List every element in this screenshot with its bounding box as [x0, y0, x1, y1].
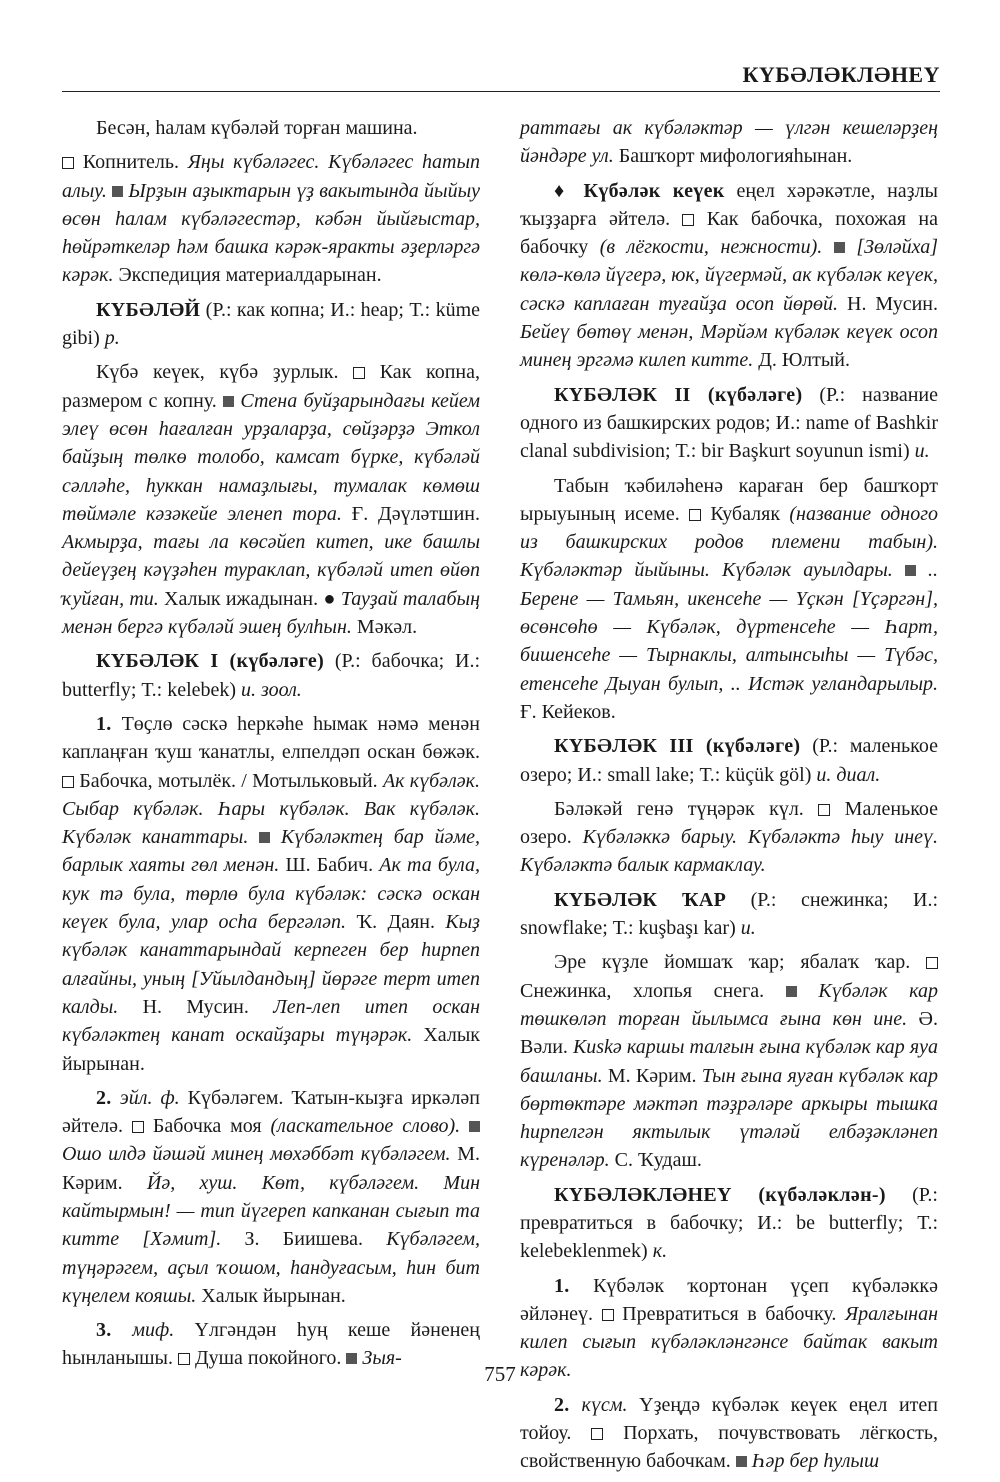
definition-text: Үҙеңдә күбәләк кеүек еңел итеп тойоу.	[520, 1393, 939, 1445]
example-text: и.	[914, 440, 930, 463]
headword: 2.	[96, 1086, 120, 1109]
example-text: раттағы ак күбәләктәр — үлгән кешеләрҙең йәндәре ул.	[520, 117, 938, 168]
headword: 1.	[554, 1274, 594, 1297]
example-marker-icon	[905, 565, 916, 576]
dictionary-paragraph	[520, 472, 938, 727]
example-text: Акмырҙа, тағы ла көсәйеп китеп, ике башлы дейеүҙең кәүҙәһен тураклап, күбәләй итеп өйөп ҡуйған, ти.	[62, 531, 480, 610]
definition-text: (Р.: название одного из башкирских родов; И.: name of Bashkir clanal subdivision; Т.: bir Başkurt soyunun ismi)	[520, 383, 938, 463]
example-text: Зыя-	[362, 1347, 402, 1370]
example-marker-icon	[112, 186, 123, 197]
dictionary-paragraph	[520, 381, 938, 466]
example-marker-icon	[223, 396, 234, 407]
dictionary-paragraph	[62, 296, 480, 353]
example-marker-icon	[834, 242, 845, 253]
definition-text: Ҡ. Даян.	[356, 911, 446, 934]
example-text: и. зоол.	[241, 678, 302, 701]
translation-marker-icon	[818, 804, 830, 816]
dictionary-paragraph	[62, 710, 480, 1078]
definition-text: Ә. Вәли.	[520, 1007, 938, 1059]
example-text: р.	[104, 327, 120, 350]
example-text: эйл. ф.	[119, 1086, 188, 1109]
example-text: и.	[740, 917, 756, 940]
definition-text: еңел хәрәкәтле, наҙлы ҡыҙҙарға әйтелә.	[520, 179, 938, 230]
definition-text: Ғ. Кейеков.	[520, 700, 616, 723]
definition-text: Копнитель.	[82, 151, 188, 174]
headword: КҮБӘЛӘК III (күбәләге)	[554, 735, 801, 758]
headword: 1.	[96, 712, 122, 735]
translation-marker-icon	[602, 1309, 614, 1321]
translation-marker-icon	[926, 957, 938, 969]
definition-text: Күбә кеүек, күбә ҙурлык.	[96, 361, 354, 384]
translation-marker-icon	[62, 776, 74, 788]
example-text: Күбәләк кар төшкөләп торған йылымса ғына көн ине.	[520, 979, 939, 1030]
definition-text: (Р.: превратиться в бабочку; И.: be butterfly; Т.: kelebeklenmek)	[520, 1183, 938, 1263]
example-text: (в лёгкости, нежности).	[599, 236, 834, 259]
definition-text: Душа покойного.	[194, 1347, 347, 1370]
example-text: Тын ғына яуған күбәләк кар бөртөктәре мәктәп тәҙрәләре аркыры тышка һирпелгән яктылык үтәләй елбәҙәкләнеп күренәләр.	[520, 1064, 939, 1172]
example-text: Ырҙын аҙыктарын үҙ вакытында йыйыу өсөн һалам күбәләгестәр, кәбән йыйғыстар, һөйрәткеләр һәм башка кәрәк-яракты әҙерләргә кәрәк.	[62, 179, 481, 287]
translation-marker-icon	[132, 1121, 144, 1133]
example-text: Яңы күбәләгес. Күбәләгес һатып алыу.	[62, 151, 481, 202]
dictionary-paragraph	[520, 1181, 938, 1266]
example-text: Ошо илдә йәшәй минең мөхәббәт күбәләгем.	[62, 1143, 458, 1166]
running-head: КҮБӘЛӘКЛӘНЕҮ	[742, 62, 940, 87]
example-text: миф.	[132, 1319, 195, 1342]
example-text: (ласкательное слово).	[270, 1115, 470, 1138]
definition-text: Күбәләк ҡортонан үҫеп күбәләккә әйләнеү.	[520, 1274, 938, 1325]
definition-text: Н. Мусин.	[142, 995, 274, 1018]
example-text: и. диал.	[816, 763, 881, 786]
left-column	[62, 114, 480, 1379]
example-marker-icon	[786, 986, 797, 997]
dictionary-paragraph	[520, 114, 938, 171]
definition-text: Экспедиция материалдарынан.	[118, 264, 382, 287]
translation-marker-icon	[353, 367, 365, 379]
definition-text: Бабочка, мотылёк. / Мотыльковый.	[79, 769, 383, 792]
translation-marker-icon	[62, 157, 74, 169]
right-column	[520, 114, 938, 1482]
example-marker-icon	[469, 1121, 480, 1132]
dictionary-paragraph	[520, 732, 938, 789]
definition-text: Как бабочка, похожая на бабочку	[520, 207, 939, 259]
headword: КҮБӘЛӘК I (күбәләге)	[96, 650, 325, 673]
headword: КҮБӘЛӘК II (күбәләге)	[554, 383, 803, 406]
translation-marker-icon	[682, 214, 694, 226]
definition-text: Бабочка моя	[152, 1115, 271, 1138]
translation-marker-icon	[591, 1428, 603, 1440]
definition-text: Халык йырынан.	[62, 1024, 480, 1075]
definition-text: З. Биишева.	[244, 1228, 387, 1251]
example-text: күсм.	[581, 1393, 640, 1416]
definition-text: Снежинка, хлопья снега.	[520, 979, 786, 1002]
definition-text: Бесән, һалам күбәләй торған машина.	[96, 117, 418, 139]
example-text: (название одного из башкирских родов племени табын). Күбәләктәр йыйыны. Күбәләк ауылдары.	[520, 502, 939, 582]
definition-text: Превратиться в бабочку.	[622, 1302, 845, 1325]
definition-text: Халык йырынан.	[201, 1284, 346, 1307]
definition-text: (Р.: маленькое озеро; И.: small lake; Т.: küçük göl)	[520, 735, 939, 786]
definition-text: Бәләкәй генә түңәрәк күл.	[554, 797, 819, 820]
example-text: Кыҙ күбәләк канаттарындай керпеген бер һирпеп алғайны, уның [Уйылдандың] йөрәге терт итеп калды.	[62, 911, 480, 1018]
dictionary-paragraph	[62, 1084, 480, 1310]
example-text: [Зөләйха] көлә-көлә йүгерә, юк, йүгермәй, ак күбәләк кеүек, сәскә каплаған туғайҙа осоп йөрөй.	[520, 236, 939, 315]
header-rule	[62, 91, 940, 92]
definition-text: Н. Мусин.	[847, 292, 939, 315]
example-text: Күбәләктең бар йәме, барлык хаяты гөл менән.	[62, 826, 481, 877]
example-text: Күбәләккә барыу. Күбәләктә һыу инеү. Күбәләктә балык кармаклау.	[520, 826, 938, 877]
definition-text: ●	[323, 587, 341, 610]
headword: 3.	[96, 1319, 133, 1342]
definition-text: Ш. Бабич.	[285, 854, 380, 877]
dictionary-paragraph	[62, 114, 480, 142]
example-text: Һәр бер һулыш	[751, 1450, 880, 1473]
example-text: .. Берене — Тамьян, икенсеһе — Үҫкән [Үҫәргән], өсөнсөһө — Күбәләк, дүртенсеһе — Һарт, бишенсеһе — Тырнаклы, алтынсыһы — Түбәс, етенсеһе Дыуан булып, .. Истәк уғландарылыр.	[520, 559, 939, 695]
definition-text: Табын ҡәбиләһенә караған бер башҡорт ырыуының исеме.	[520, 474, 938, 525]
translation-marker-icon	[689, 509, 701, 521]
definition-text: Халык ижадынан.	[164, 587, 324, 610]
example-text: Ак та була, кук тә була, төрлө була күбәләк: сәскә оскан кеүек була, улар осһа бергәләп.	[62, 854, 481, 934]
dictionary-paragraph	[62, 148, 480, 289]
headword: КҮБӘЛӘКЛӘНЕҮ (күбәләклән-)	[554, 1183, 886, 1206]
definition-text: (Р.: как копна; И.: heap; Т.: küme gibi)	[62, 298, 480, 350]
dictionary-paragraph	[62, 358, 480, 641]
headword: ♦ Күбәләк кеүек	[554, 179, 725, 202]
dictionary-paragraph	[520, 1391, 938, 1476]
page-number: 757	[484, 1362, 516, 1386]
example-text: Бейеү бөтөү менән, Мәрйәм күбәләк кеүек осоп минең эргәмә килеп китте.	[520, 321, 938, 372]
definition-text: Как копна, размером с копну.	[62, 361, 481, 412]
definition-text: М. Кәрим.	[607, 1064, 702, 1087]
definition-text: Мәкәл.	[356, 616, 418, 639]
example-text: Стена буйҙарындағы кейем элеү өсөн һағалған урҙаларҙа, сөйҙәрҙә Эткол байҙың төлкө толобо, камсат бүрке, күбәләй сәлләһе, һуккан намаҙлығы, тумалак көмөш төймәле кәзәкейе эленеп тора.	[62, 389, 480, 525]
example-marker-icon	[259, 832, 270, 843]
definition-text: Кубаляк	[710, 502, 790, 525]
headword: КҮБӘЛӘК ҠАР	[554, 888, 727, 911]
example-marker-icon	[736, 1456, 747, 1467]
example-text: Киskә каршы талғын ғына күбәләк кар яуа башланы.	[520, 1036, 938, 1087]
dictionary-paragraph	[520, 886, 938, 943]
example-text: Яралғынан килеп сығып күбәләкләнгәнсе байтак вакыт кәрәк.	[520, 1302, 939, 1382]
definition-text: М. Кәрим.	[62, 1143, 480, 1194]
definition-text: С. Ҡудаш.	[614, 1149, 702, 1172]
definition-text: Ғ. Дәүләтшин.	[351, 502, 480, 525]
definition-text: Маленькое озеро.	[520, 797, 939, 849]
example-text: Тауҙай талабың менән бергә күбәләй эшең булһын.	[62, 587, 481, 639]
definition-text: Үлгәндән һуң кеше йәненең һынланышы.	[62, 1319, 480, 1370]
example-text: Йә, хуш. Көт, күбәләгем. Мин кайтырмын! — тип йүгереп капканан сығып та китте [Хәмит].	[62, 1171, 481, 1251]
definition-text: Күбәләгем. Ҡатын-кыҙға иркәләп әйтелә.	[62, 1086, 480, 1138]
dictionary-paragraph	[520, 177, 938, 375]
dictionary-paragraph	[520, 948, 938, 1174]
example-text: Күбәләгем, түңәрәгем, аҫыл ҡошом, һандуғасым, һин бит күңелем кояшы.	[62, 1228, 480, 1307]
definition-text: Төҫлө сәскә һеркәһе һымак нәмә менән каплаңған ҡуш ҡанатлы, елпелдәп оскан бөжәк.	[62, 712, 480, 764]
dictionary-paragraph	[62, 647, 480, 704]
headword: 2.	[554, 1393, 582, 1416]
dictionary-paragraph	[520, 795, 938, 880]
definition-text: Порхать, почувствовать лёгкость, свойственную бабочкам.	[520, 1422, 939, 1473]
definition-text: (Р.: снежинка; И.: snowflake; Т.: kuşbaşı kar)	[520, 888, 939, 940]
definition-text: Эре күҙле йомшаҡ ҡар; ябалаҡ ҡар.	[554, 951, 926, 974]
example-text: к.	[652, 1240, 668, 1263]
definition-text: Д. Юлтый.	[758, 349, 850, 372]
example-text: Ак күбәләк. Сыбар күбәләк. Һары күбәләк. Вак күбәләк. Күбәләк канаттары.	[62, 769, 481, 849]
definition-text: (Р.: бабочка; И.: butterfly; Т.: kelebek)	[62, 650, 481, 701]
definition-text: Башҡорт мифологияһынан.	[618, 145, 853, 168]
headword: КҮБӘЛӘЙ	[96, 298, 201, 321]
example-text: Леп-леп итеп оскан күбәләктең канат оскайҙары түңәрәк.	[62, 995, 481, 1047]
